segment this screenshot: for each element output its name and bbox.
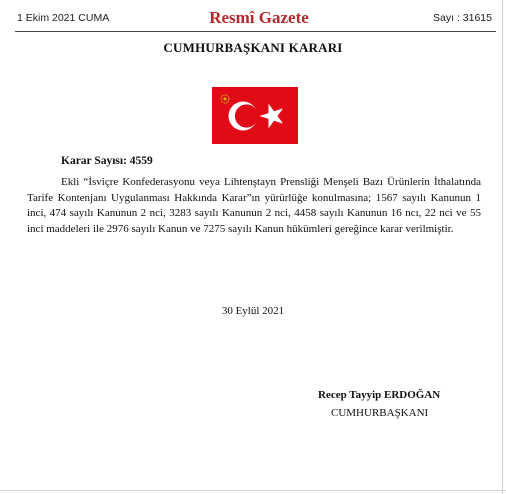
header-divider (15, 31, 496, 32)
signer-name: Recep Tayyip ERDOĞAN (318, 389, 441, 401)
issue-number: Sayı : 31615 (433, 12, 492, 24)
decision-number: Karar Sayısı: 4559 (61, 155, 153, 167)
document-title: CUMHURBAŞKANI KARARI (163, 40, 343, 55)
decision-date: 30 Eylül 2021 (221, 305, 285, 317)
decision-body: Ekli “İsviçre Konfederasyonu veya Lihtenştayn Prensliği Menşeli Bazı Ürünlerin İthalatında Tarife Kontenjanı Uygulanması Hakkında Karar”ın yürürlüğe konulmasına; 1567 sayılı Kanunun 1 inci, 474 sayılı Kanunun 2 nci, 3283 sayılı Kanunun 2 nci, 4458 sayılı Kanunun 16 ncı, 22 nci ve 55 inci maddeleri ile 2976 sayılı Kanun ve 7275 sayılı Kanun hükümleri gereğince karar verilmiştir. (27, 176, 481, 236)
publication-title: Resmî Gazete (209, 8, 309, 27)
header-date: 1 Ekim 2021 CUMA (17, 12, 110, 24)
signer-title: CUMHURBAŞKANI (331, 407, 429, 419)
page-edge-bottom (0, 490, 506, 491)
turkish-flag-icon (212, 87, 298, 144)
page-edge-right (502, 0, 503, 494)
